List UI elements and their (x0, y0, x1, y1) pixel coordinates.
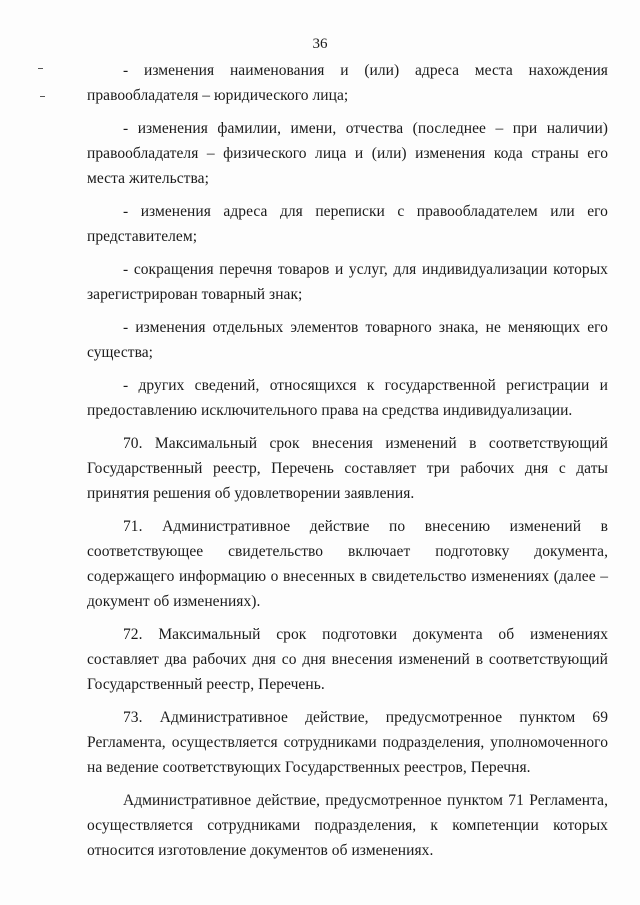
paragraph: - сокращения перечня товаров и услуг, для индивидуализации которых зарегистрирован товарный знак; (87, 261, 608, 303)
paragraph: 72. Максимальный срок подготовки документа об изменениях составляет два рабочих дня со дня внесения изменений в соответствующий Государственный реестр, Перечень. (87, 626, 608, 693)
paragraph: Административное действие, предусмотренное пунктом 71 Регламента, осуществляется сотрудниками подразделения, к компетенции которых относится изготовление документов об изменениях. (87, 792, 608, 859)
paragraph: - изменения отдельных элементов товарного знака, не меняющих его существа; (87, 319, 608, 361)
scan-artifact (38, 68, 43, 69)
paragraph: 71. Административное действие по внесению изменений в соответствующее свидетельство включает подготовку документа, содержащего информацию о внесенных в свидетельство изменениях (далее – документ об изменениях). (87, 518, 608, 610)
paragraph: 73. Административное действие, предусмотренное пунктом 69 Регламента, осуществляется сотрудниками подразделения, уполномоченного на ведение соответствующих Государственных реестров, Перечня. (87, 709, 608, 776)
paragraph: - других сведений, относящихся к государственной регистрации и предоставлению исключительного права на средства индивидуализации. (87, 377, 608, 419)
paragraph: - изменения адреса для переписки с правообладателем или его представителем; (87, 203, 608, 245)
page-number: 36 (312, 36, 328, 52)
paragraph: - изменения наименования и (или) адреса места нахождения правообладателя – юридического лица; (87, 62, 608, 104)
scan-artifact (40, 96, 45, 97)
document-body (87, 58, 608, 871)
paragraph: 70. Максимальный срок внесения изменений в соответствующий Государственный реестр, Перечень составляет три рабочих дня с даты принятия решения об удовлетворении заявления. (87, 435, 608, 502)
paragraph: - изменения фамилии, имени, отчества (последнее – при наличии) правообладателя – физического лица и (или) изменения кода страны его места жительства; (87, 120, 608, 187)
